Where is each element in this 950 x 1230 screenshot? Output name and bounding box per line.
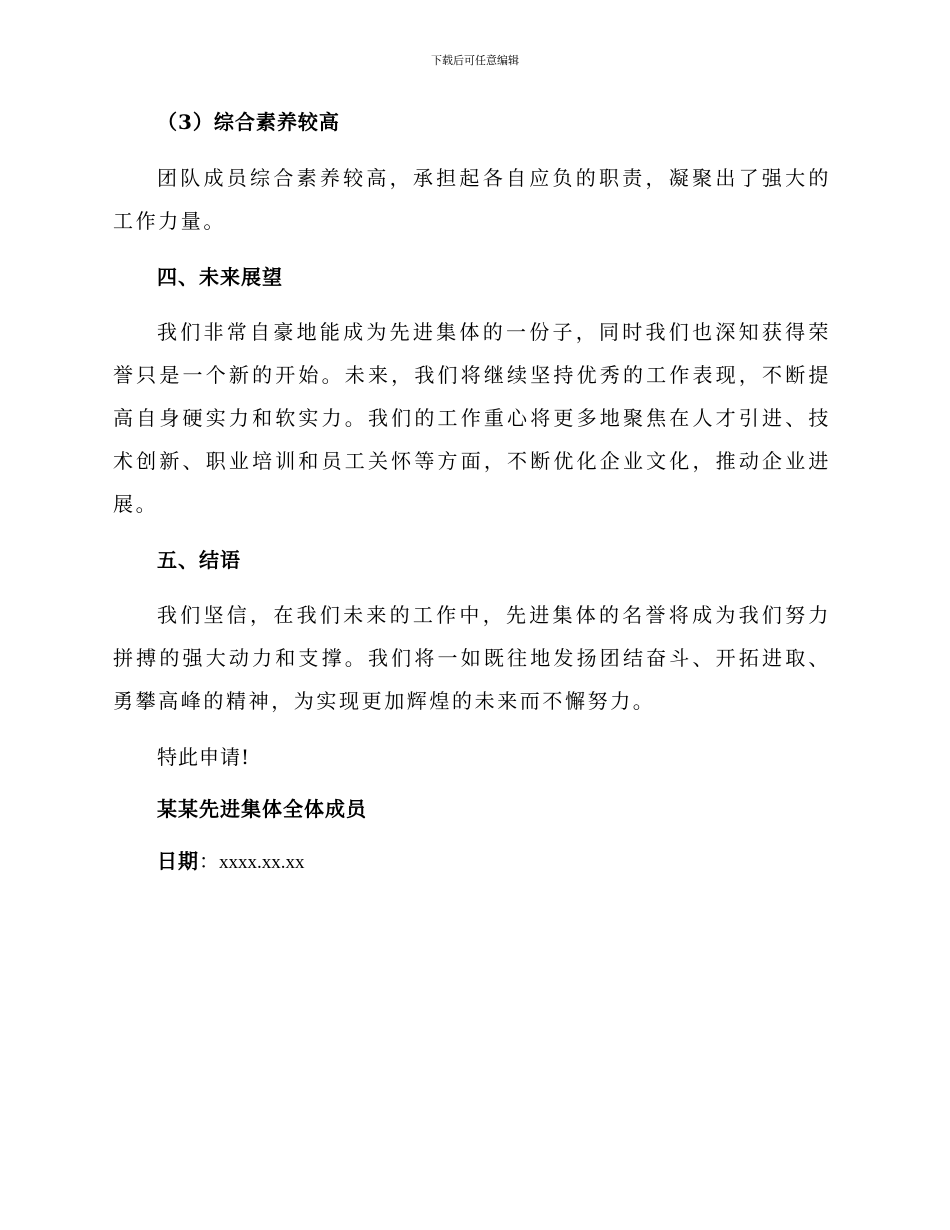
- section-5-heading: 五、结语: [157, 548, 241, 572]
- date-separator: ：: [199, 849, 219, 873]
- section-4-heading: 四、未来展望: [157, 265, 283, 289]
- date-value: xxxx.xx.xx: [219, 852, 305, 873]
- date-line: [113, 847, 831, 877]
- date-label: 日期: [157, 849, 199, 873]
- request-line: 特此申请!: [157, 745, 251, 769]
- document-body: [113, 108, 831, 877]
- section-4-paragraph: 我们非常自豪地能成为先进集体的一份子，同时我们也深知获得荣誉只是一个新的开始。未来，我们将继续坚持优秀的工作表现，不断提高自身硬实力和软实力。我们的工作重心将更多地聚焦在人才引进、技术创新、职业培训和员工关怀等方面，不断优化企业文化，推动企业进展。: [113, 320, 831, 516]
- section-3-heading: （3）综合素养较高: [157, 110, 340, 134]
- section-3-paragraph: 团队成员综合素养较高，承担起各自应负的职责，凝聚出了强大的工作力量。: [113, 166, 831, 233]
- header-note: 下载后可任意编辑: [431, 54, 519, 67]
- signature-line: 某某先进集体全体成员: [157, 797, 367, 821]
- section-5-paragraph: 我们坚信，在我们未来的工作中，先进集体的名誉将成为我们努力拼搏的强大动力和支撑。我们将一如既往地发扬团结奋斗、开拓进取、勇攀高峰的精神，为实现更加辉煌的未来而不懈努力。: [113, 603, 831, 713]
